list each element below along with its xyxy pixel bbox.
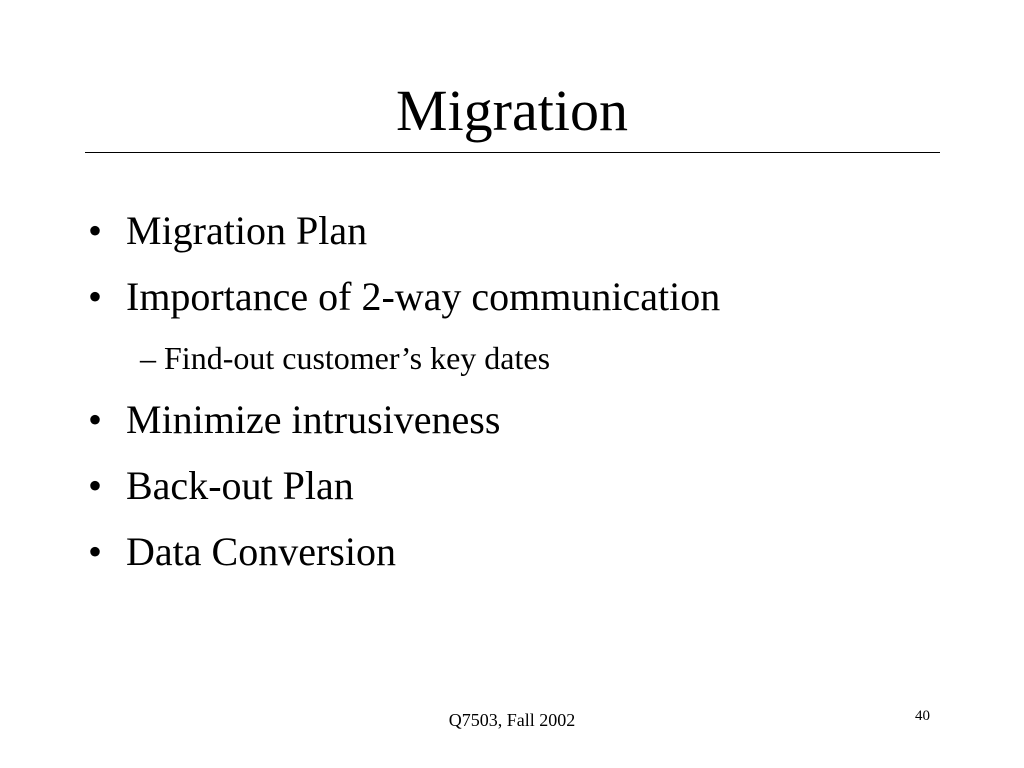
bullet-marker: •	[88, 397, 103, 442]
sub-bullet-marker: –	[140, 340, 156, 376]
bullet-text: Minimize intrusiveness	[126, 397, 501, 442]
bullet-marker: •	[88, 529, 103, 574]
bullet-item	[88, 397, 500, 443]
slide-title: Migration	[396, 78, 628, 143]
sub-bullet-item	[140, 339, 550, 377]
sub-bullet-text: Find-out customer’s key dates	[164, 340, 551, 376]
bullet-text: Importance of 2-way communication	[126, 274, 721, 319]
bullet-item	[88, 208, 367, 254]
bullet-item	[88, 529, 396, 575]
bullet-marker: •	[88, 274, 103, 319]
slide-footer: Q7503, Fall 2002	[448, 710, 576, 730]
bullet-marker: •	[88, 463, 103, 508]
page-number: 40	[915, 708, 930, 724]
bullet-text: Data Conversion	[126, 529, 396, 574]
bullet-marker: •	[88, 208, 103, 253]
bullet-text: Migration Plan	[126, 208, 368, 253]
bullet-text: Back-out Plan	[126, 463, 354, 508]
bullet-item	[88, 274, 720, 320]
title-divider	[85, 152, 940, 153]
bullet-item	[88, 463, 354, 509]
